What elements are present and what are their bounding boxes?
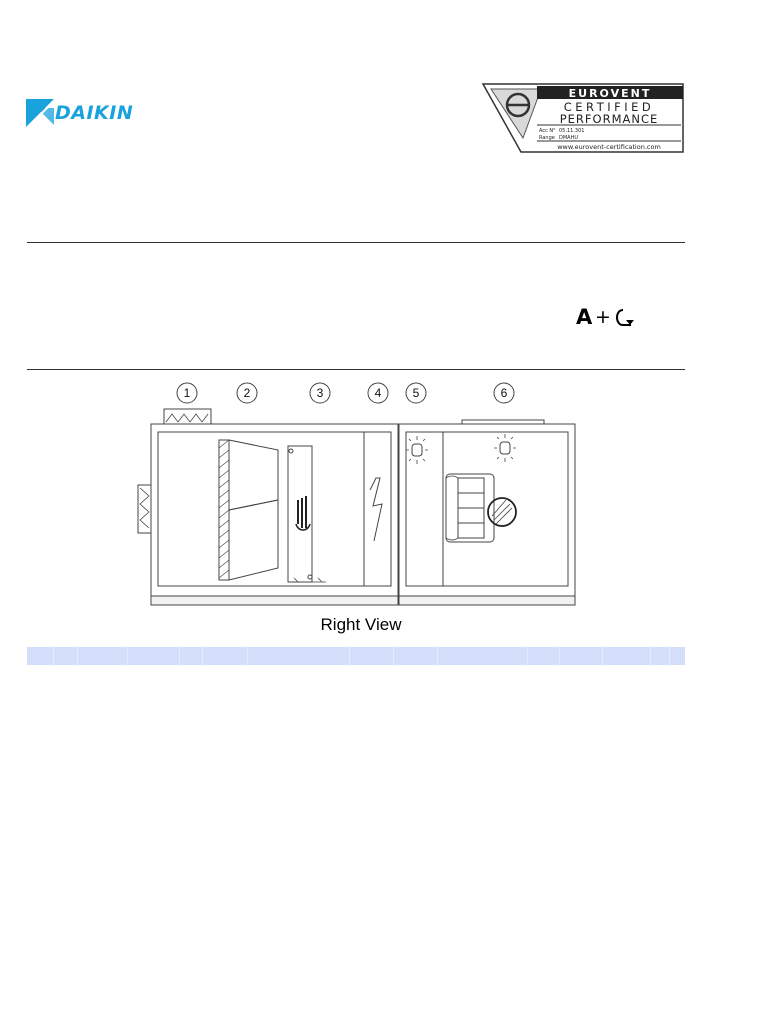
heater-icon	[364, 432, 382, 586]
svg-text:2: 2	[243, 386, 251, 400]
band-cell	[393, 647, 394, 665]
cert-line2: PERFORMANCE	[559, 112, 659, 126]
band-cell	[179, 647, 180, 665]
svg-text:4: 4	[374, 386, 382, 400]
band-cell	[650, 647, 651, 665]
cert-no-label: Acc N°	[539, 128, 556, 134]
band-cell	[349, 647, 350, 665]
section-divider	[27, 369, 685, 370]
cert-range-label: Range	[539, 135, 555, 141]
header-divider	[27, 242, 685, 243]
cert-title: EUROVENT	[568, 87, 652, 100]
unit-drawing	[130, 378, 580, 610]
cert-website: www.eurovent-certification.com	[557, 143, 661, 151]
base-frame-2	[399, 596, 575, 605]
band-cell	[527, 647, 528, 665]
band-cell	[247, 647, 248, 665]
top-outlet	[462, 420, 544, 424]
band-cell	[77, 647, 78, 665]
band-cell	[437, 647, 438, 665]
top-damper-icon	[164, 409, 211, 424]
section-callout-1	[177, 383, 197, 403]
bag-filter-icon	[219, 440, 278, 580]
configuration-symbol	[576, 304, 636, 332]
cert-line1: CERTIFIED	[563, 100, 655, 114]
svg-text:1: 1	[183, 386, 191, 400]
daikin-mark-icon	[26, 99, 54, 127]
table-header-band	[27, 647, 685, 665]
section-callout-3	[310, 383, 330, 403]
band-cell	[669, 647, 670, 665]
housing-block-1	[151, 424, 398, 596]
section-callout-2	[237, 383, 257, 403]
daikin-logo	[26, 99, 156, 127]
lamp-icon-left	[406, 436, 428, 464]
svg-text:6: 6	[500, 386, 508, 400]
band-cell	[559, 647, 560, 665]
side-damper-icon	[138, 485, 151, 533]
band-cell	[202, 647, 203, 665]
brand-name: DAIKIN	[55, 102, 134, 124]
base-frame-1	[151, 596, 398, 605]
svg-text:5: 5	[412, 386, 420, 400]
config-letter: A	[576, 305, 593, 329]
config-plus: +	[595, 306, 611, 328]
lamp-icon-right	[494, 434, 516, 462]
section-callout-4	[368, 383, 388, 403]
cooling-coil-icon	[288, 446, 326, 582]
section-callout-5	[406, 383, 426, 403]
cert-no-value: 05.11.301	[559, 128, 585, 134]
section-callouts	[177, 383, 514, 403]
band-cell	[602, 647, 603, 665]
band-cell	[127, 647, 128, 665]
svg-text:3: 3	[316, 386, 324, 400]
view-caption: Right View	[320, 615, 402, 634]
section-callout-6	[494, 383, 514, 403]
fan-icon	[446, 474, 516, 542]
return-arrow-icon	[611, 307, 635, 329]
band-cell	[53, 647, 54, 665]
eurovent-badge	[481, 82, 685, 154]
cert-range-value: DMAHU	[559, 135, 579, 141]
